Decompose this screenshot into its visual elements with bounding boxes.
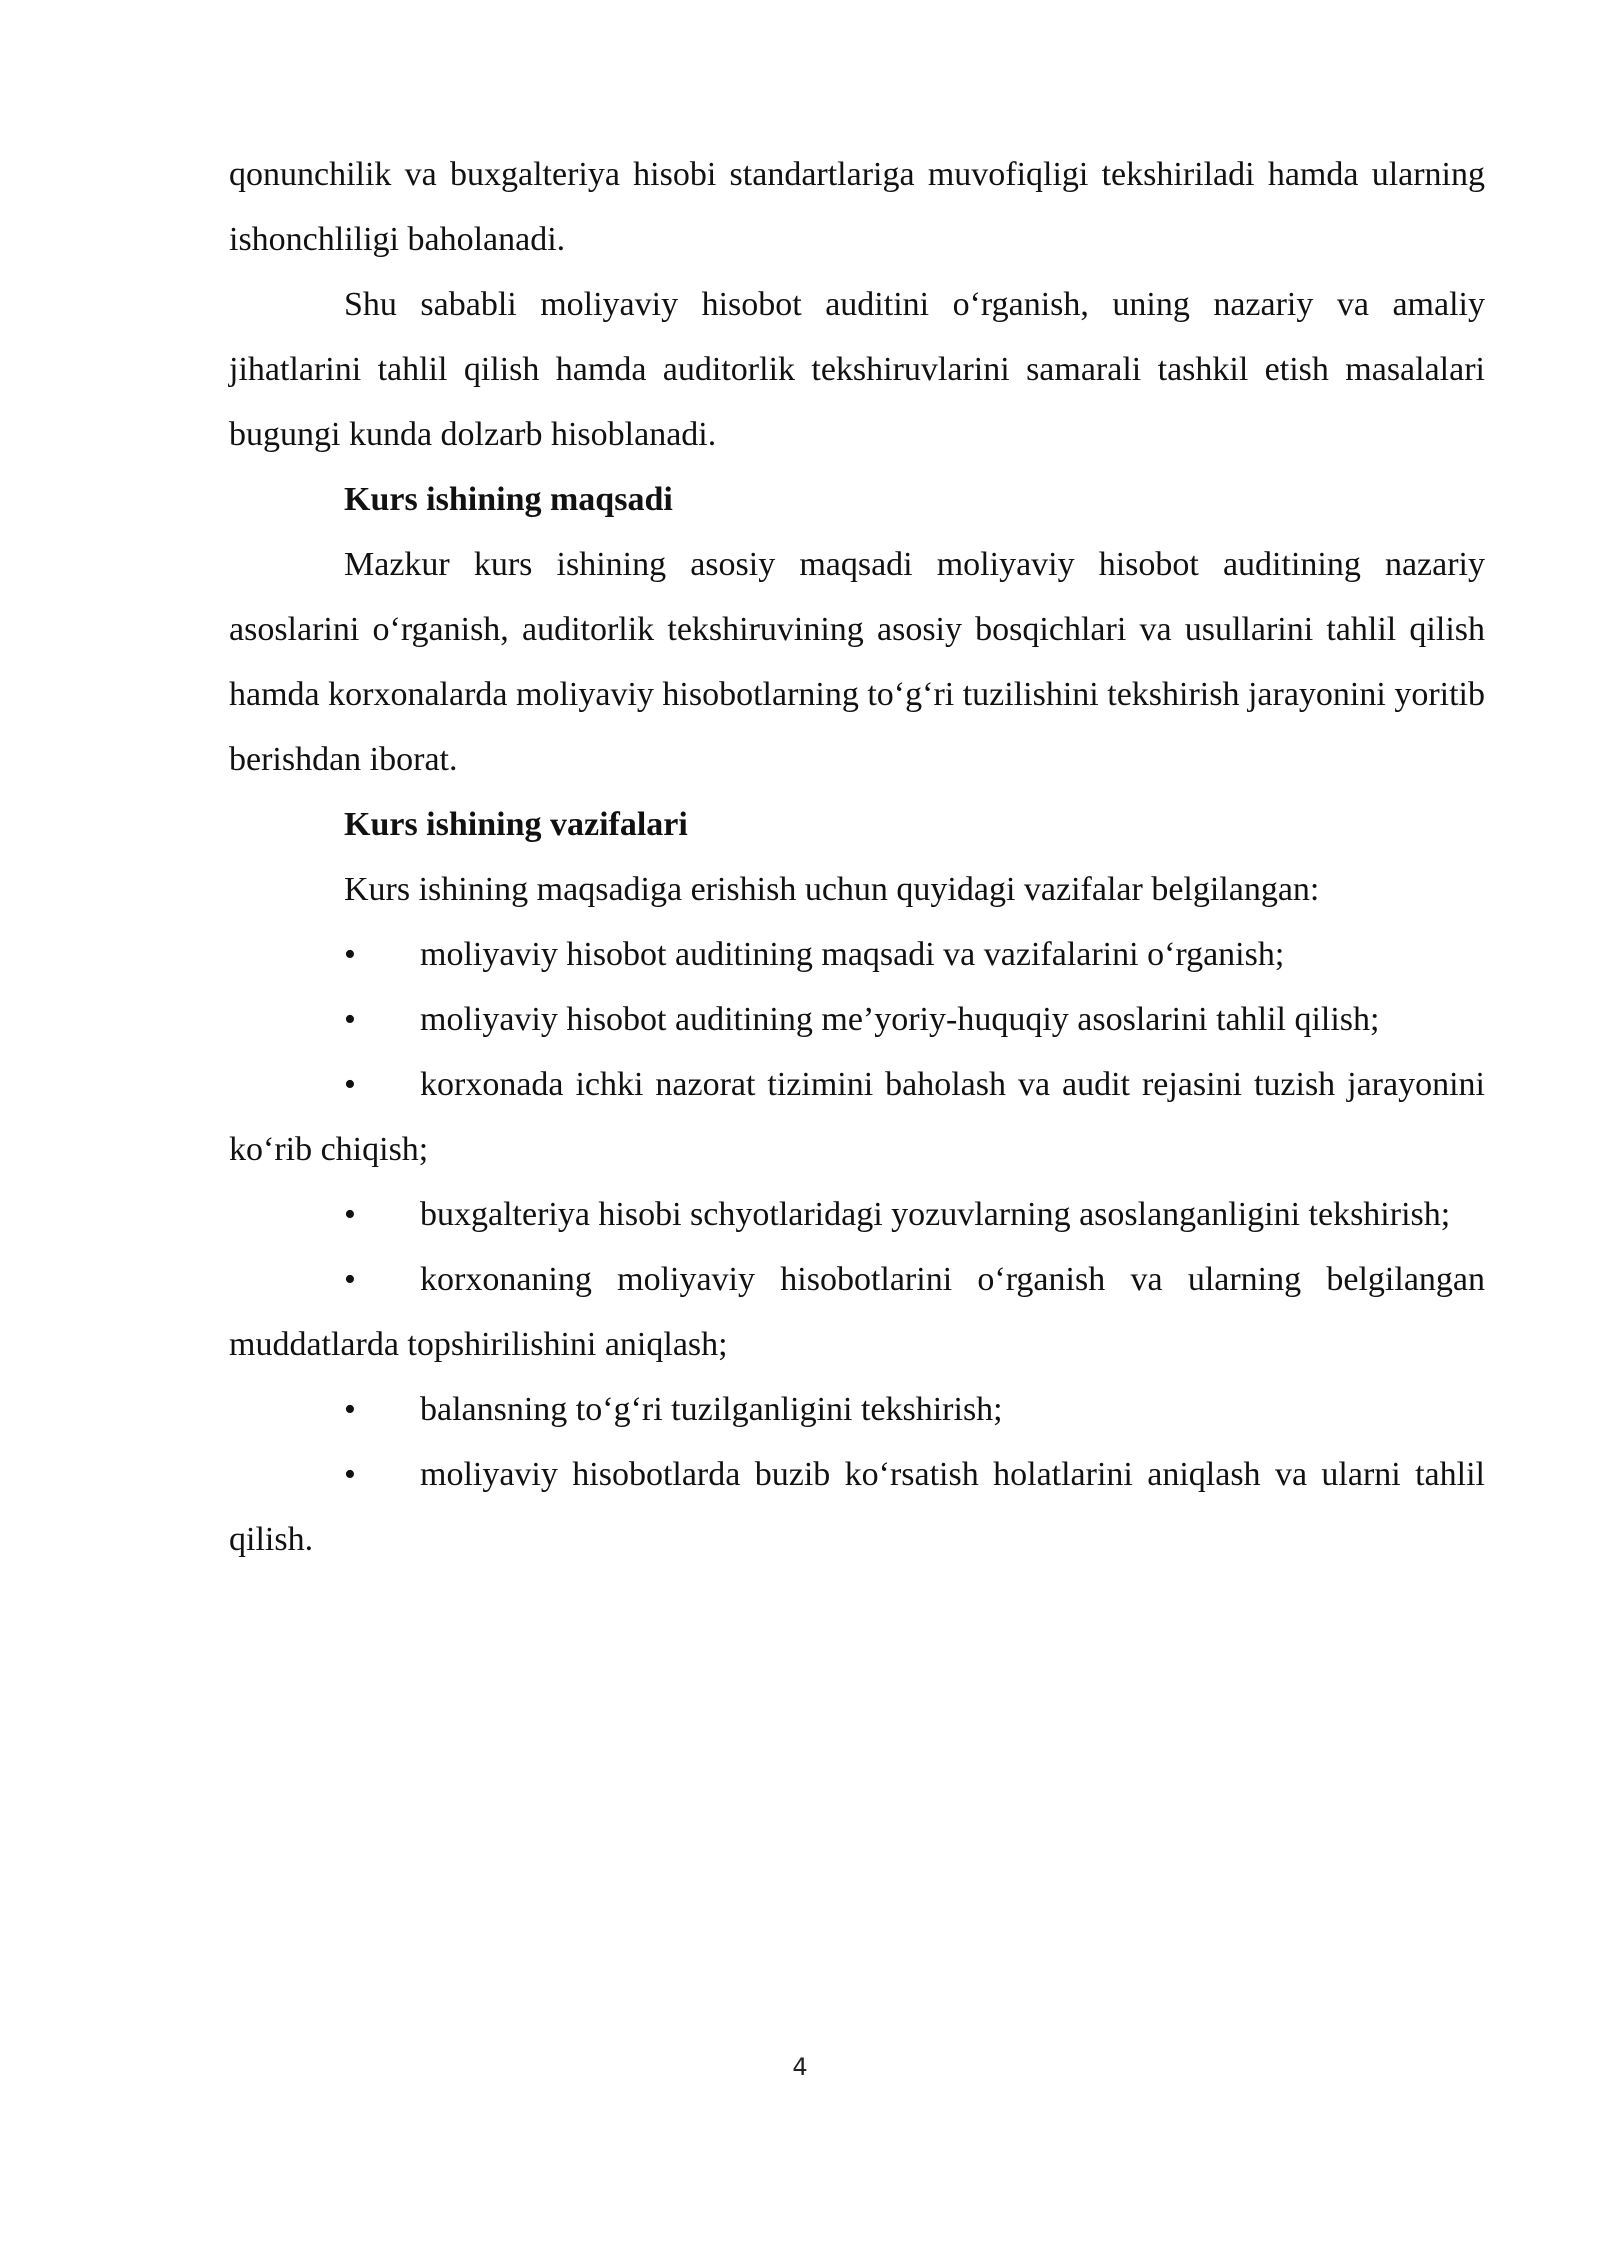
list-item: [229, 1377, 1485, 1442]
page-body: [229, 142, 1485, 1572]
list-item: [229, 987, 1485, 1052]
heading-goal: Kurs ishining maqsadi: [344, 481, 673, 518]
page-number: 4: [792, 2053, 808, 2081]
paragraph-goal: Mazkur kurs ishining asosiy maqsadi moliyaviy hisobot auditining nazariy asoslarini o‘rganish, auditorlik tekshiruvining asosiy bosqichlari va usullarini tahlil qilish hamda korxonalarda moliyaviy hisobotlarning to‘g‘ri tuzilishini tekshirish jarayonini yoritib berishdan iborat.: [229, 546, 1485, 778]
paragraph-tasks-intro: Kurs ishining maqsadiga erishish uchun quyidagi vazifalar belgilangan:: [344, 871, 1320, 908]
bullet-icon: •: [344, 1391, 356, 1428]
list-item: [229, 1442, 1485, 1572]
list-item: [229, 1247, 1485, 1377]
bullet-icon: •: [344, 1001, 356, 1038]
list-item-text: moliyaviy hisobotlarda buzib ko‘rsatish holatlarini aniqlash va ularni tahlil qilish.: [229, 1456, 1485, 1558]
list-item-text: balansning to‘g‘ri tuzilganligini tekshirish;: [420, 1391, 1003, 1428]
list-item-text: korxonaning moliyaviy hisobotlarini o‘rganish va ularning belgilangan muddatlarda topshirilishini aniqlash;: [229, 1261, 1485, 1363]
bullet-icon: •: [344, 936, 356, 973]
bullet-icon: •: [344, 1196, 356, 1233]
heading-tasks: Kurs ishining vazifalari: [344, 806, 688, 843]
list-item-text: buxgalteriya hisobi schyotlaridagi yozuvlarning asoslanganligini tekshirish;: [420, 1196, 1451, 1233]
list-item-text: korxonada ichki nazorat tizimini baholash va audit rejasini tuzish jarayonini ko‘rib chiqish;: [229, 1066, 1485, 1168]
list-item-text: moliyaviy hisobot auditining me’yoriy-huquqiy asoslarini tahlil qilish;: [420, 1001, 1380, 1038]
paragraph-continuation: qonunchilik va buxgalteriya hisobi standartlariga muvofiqligi tekshiriladi hamda ularning ishonchliligi baholanadi.: [229, 156, 1485, 258]
list-item: [229, 1052, 1485, 1182]
bullet-icon: •: [344, 1261, 356, 1298]
bullet-icon: •: [344, 1456, 356, 1493]
task-list: [229, 922, 1485, 1572]
list-item: [229, 922, 1485, 987]
list-item-text: moliyaviy hisobot auditining maqsadi va vazifalarini o‘rganish;: [420, 936, 1285, 973]
paragraph-relevance: Shu sababli moliyaviy hisobot auditini o‘rganish, uning nazariy va amaliy jihatlarini tahlil qilish hamda auditorlik tekshiruvlarini samarali tashkil etish masalalari bugungi kunda dolzarb hisoblanadi.: [229, 286, 1485, 453]
list-item: [229, 1182, 1485, 1247]
bullet-icon: •: [344, 1066, 356, 1103]
